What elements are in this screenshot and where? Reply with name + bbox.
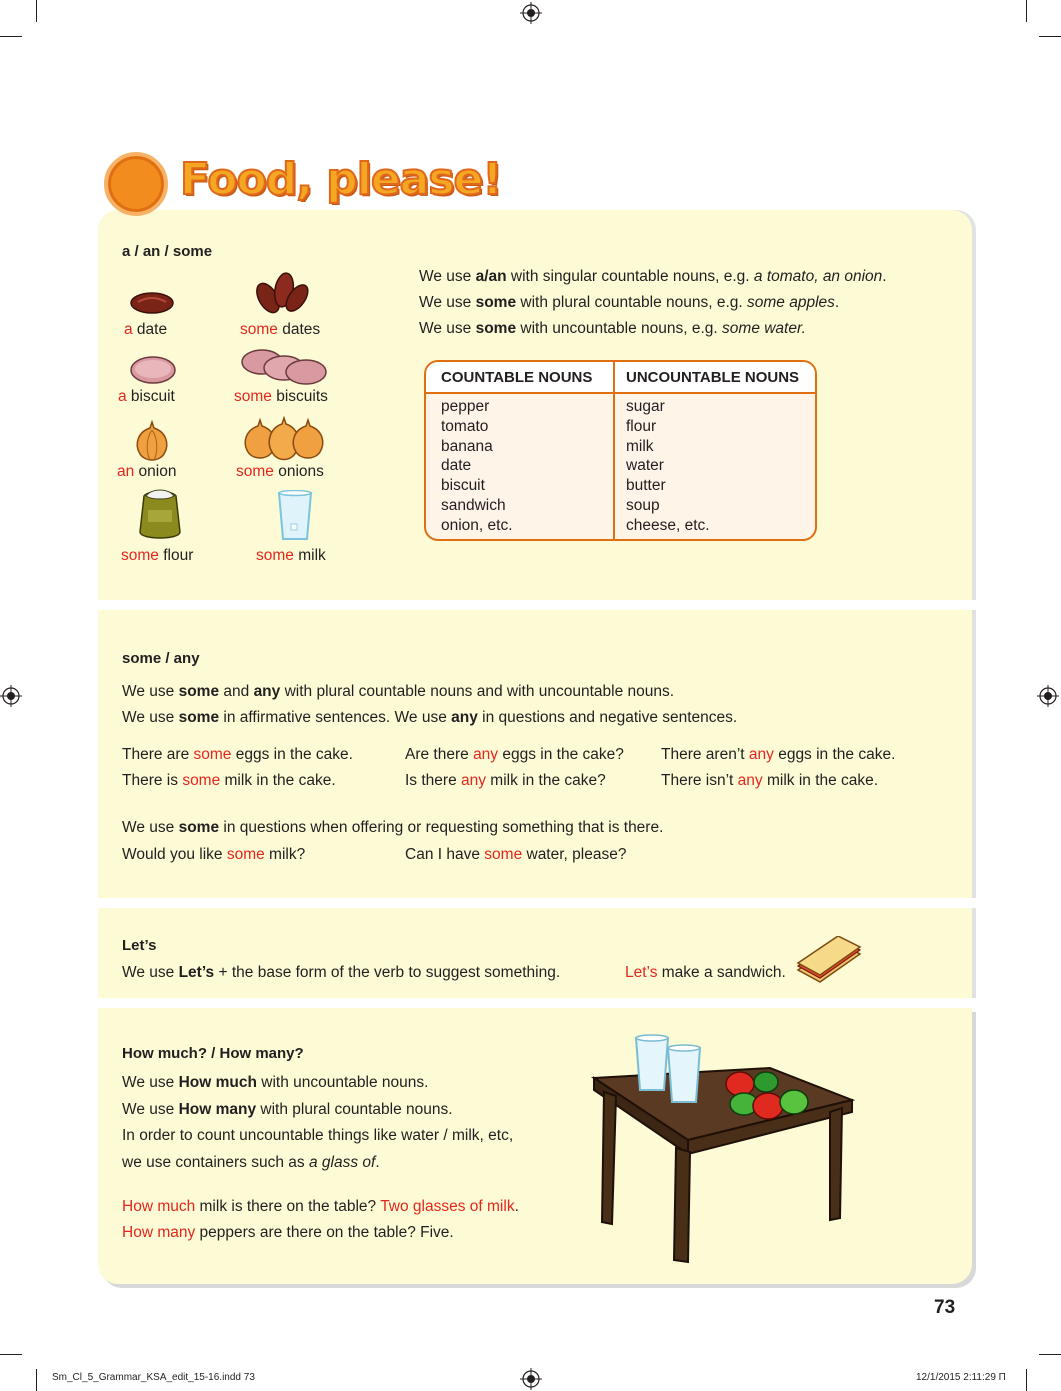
onion-icon: [132, 418, 172, 464]
list-item: soup: [626, 496, 660, 514]
rule-how-much: We use How much with uncountable nouns.: [122, 1074, 429, 1091]
dates-icon: [250, 268, 310, 318]
crop-mark: [1039, 1354, 1061, 1355]
crop-mark: [1026, 1369, 1027, 1391]
section-heading: a / an / some: [122, 243, 213, 260]
example-sentence: There are some eggs in the cake.: [122, 746, 353, 763]
header-countable: COUNTABLE NOUNS: [441, 369, 593, 386]
onions-icon: [240, 414, 326, 466]
list-item: sugar: [626, 398, 665, 415]
offer-sentence: Can I have some water, please?: [405, 846, 627, 863]
rule-a-an: We use a/an with singular countable nouns, e.g. a tomato, an onion.: [419, 268, 887, 285]
uncountable-list: [626, 397, 710, 536]
list-item: butter: [626, 477, 666, 495]
rule-lets: We use Let’s + the base form of the verb to suggest something.: [122, 964, 561, 981]
question-how-much: How much milk is there on the table? Two glasses of milk.: [122, 1198, 519, 1215]
countable-list: [441, 397, 513, 536]
registration-mark-icon: [1037, 685, 1059, 707]
list-item: biscuit: [441, 477, 485, 495]
list-item: water: [626, 457, 664, 475]
rule-affirmative-negative: We use some in affirmative sentences. We use any in questions and negative sentences.: [122, 709, 738, 726]
list-item: sandwich: [441, 496, 506, 514]
caption-some-onions: some onions: [236, 463, 324, 480]
list-item: flour: [626, 417, 657, 435]
example-sentence: Is there any milk in the cake?: [405, 772, 606, 789]
nouns-table: [424, 360, 817, 541]
crop-mark: [36, 1369, 37, 1391]
list-item: pepper: [441, 398, 490, 415]
rule-containers: In order to count uncountable things like water / milk, etc,: [122, 1127, 514, 1144]
table-with-milk-and-peppers-illustration: [590, 1030, 868, 1266]
rule-how-many: We use How many with plural countable nouns.: [122, 1101, 453, 1118]
example-sentence: There is some milk in the cake.: [122, 772, 336, 789]
caption-some-dates: some dates: [240, 321, 321, 338]
unit-number: 4: [123, 161, 149, 202]
caption-some-biscuits: some biscuits: [234, 388, 328, 405]
glass-of-milk-icon: [276, 490, 314, 542]
table-header-row: [426, 362, 815, 394]
list-item: banana: [441, 437, 493, 455]
caption-a-biscuit: a biscuit: [118, 388, 175, 405]
flour-bag-icon: [134, 486, 186, 542]
caption-some-flour: some flour: [121, 547, 194, 564]
column-divider: [613, 362, 615, 539]
biscuits-icon: [238, 346, 330, 386]
footer-timestamp: 12/1/2015 2:11:29 Π: [916, 1372, 1006, 1383]
unit-number-badge: [104, 152, 168, 216]
registration-mark-icon: [520, 2, 542, 24]
sandwich-icon: [794, 936, 864, 984]
caption-some-milk: some milk: [256, 547, 326, 564]
registration-mark-icon: [0, 685, 22, 707]
crop-mark: [1039, 36, 1061, 37]
list-item: milk: [626, 437, 654, 455]
biscuit-icon: [128, 354, 178, 386]
crop-mark: [0, 1354, 22, 1355]
rule-some-any: We use some and any with plural countable nouns and with uncountable nouns.: [122, 683, 675, 700]
crop-mark: [36, 0, 37, 22]
footer-file-name: Sm_Cl_5_Grammar_KSA_edit_15-16.indd 73: [52, 1372, 255, 1383]
rule-some-plural: We use some with plural countable nouns, e.g. some apples.: [419, 294, 840, 311]
section-heading: Let’s: [122, 937, 157, 954]
rule-some-uncountable: We use some with uncountable nouns, e.g. some water.: [419, 320, 806, 337]
date-icon: [128, 290, 176, 316]
list-item: cheese, etc.: [626, 516, 710, 534]
crop-mark: [1026, 0, 1027, 22]
example-sentence: Are there any eggs in the cake?: [405, 746, 624, 763]
rule-offering: We use some in questions when offering or requesting something that is there.: [122, 819, 664, 836]
caption-an-onion: an onion: [117, 463, 177, 480]
offer-sentence: Would you like some milk?: [122, 846, 306, 863]
question-how-many: How many peppers are there on the table? Five.: [122, 1224, 454, 1241]
list-item: onion, etc.: [441, 516, 513, 534]
page-number: 73: [934, 1297, 956, 1318]
list-item: tomato: [441, 417, 489, 435]
page-title: Food, please!: [180, 154, 502, 205]
list-item: date: [441, 457, 472, 475]
caption-a-date: a date: [124, 321, 168, 338]
rule-containers-example: we use containers such as a glass of.: [122, 1154, 380, 1171]
example-sentence: There aren’t any eggs in the cake.: [661, 746, 896, 763]
example-sentence: There isn’t any milk in the cake.: [661, 772, 879, 789]
lets-example: Let’s make a sandwich.: [625, 964, 786, 981]
registration-mark-icon: [520, 1368, 542, 1390]
header-uncountable: UNCOUNTABLE NOUNS: [626, 369, 800, 386]
section-heading: How much? / How many?: [122, 1045, 304, 1062]
section-heading: some / any: [122, 650, 200, 667]
crop-mark: [0, 36, 22, 37]
